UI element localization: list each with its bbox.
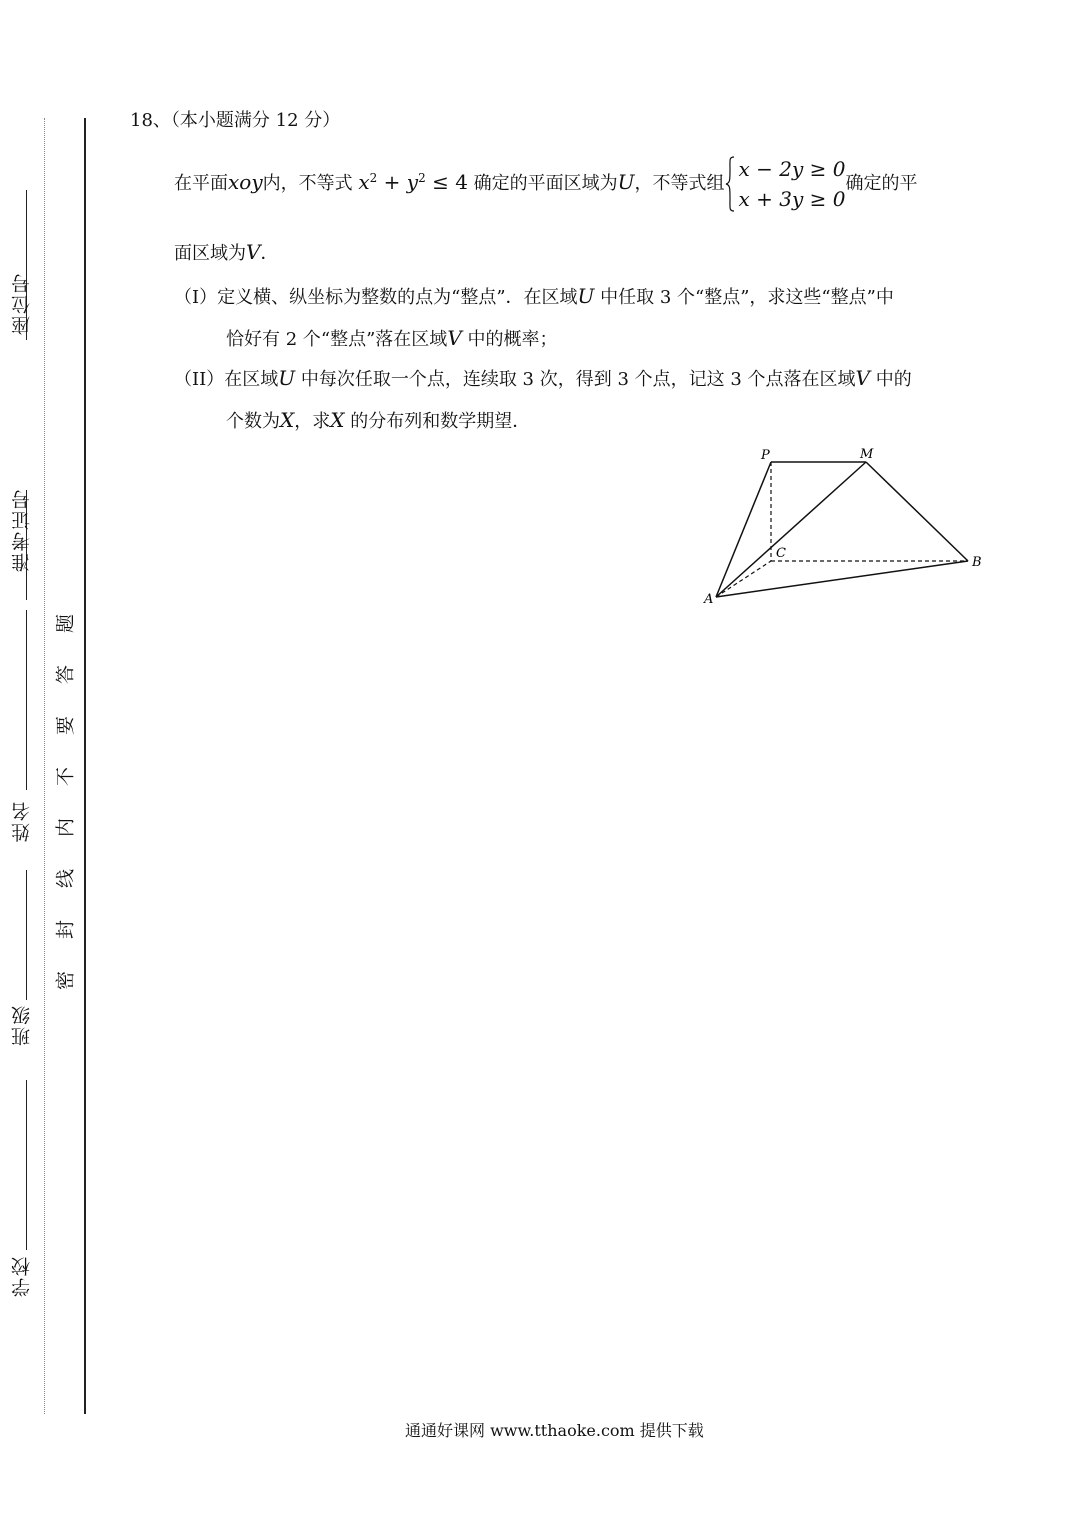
math-U: U [278, 366, 296, 390]
math-exponent: 2 [369, 171, 378, 185]
edge-AB [716, 561, 968, 597]
label-C: C [776, 546, 786, 561]
inequality-system [725, 154, 846, 214]
part-text: 中任取 3 个“整点”，求这些“整点”中 [600, 287, 894, 308]
footer-text: 通通好课网 www.tthaoke.com 提供下载 [405, 1421, 704, 1440]
intro-text: 面区域为 [174, 243, 246, 264]
name-blank [26, 610, 27, 790]
warning-char: 答 [54, 665, 77, 685]
math-exponent: 2 [418, 171, 426, 185]
math-x: x [358, 170, 370, 194]
math-plus: + [377, 170, 407, 194]
part-text: 中的概率； [467, 329, 558, 350]
system-row-1: x − 2y ≥ 0 [738, 157, 846, 181]
school-blank [26, 1080, 27, 1250]
seal-warning [54, 598, 78, 1006]
part-text: ，求 [294, 411, 331, 432]
question-intro [174, 154, 1014, 214]
math-V: V [447, 326, 462, 350]
seat-number-label: 座位号 [11, 272, 33, 335]
warning-char: 内 [54, 818, 77, 838]
part-2-line-1 [174, 364, 912, 394]
intro-text: 在平面 [174, 173, 228, 194]
brace-icon [725, 156, 735, 212]
label-M: M [860, 447, 874, 462]
edge-AM [716, 462, 866, 597]
math-X: X [330, 408, 345, 432]
math-rhs: ≤ 4 [425, 170, 468, 194]
name-label: 姓名 [11, 800, 33, 842]
question-intro-cont [174, 238, 278, 268]
part-text: 定义横、纵坐标为整数的点为“整点”．在区域 [217, 287, 578, 308]
intro-text: 内，不等式 [262, 173, 353, 194]
part-text: 在区域 [224, 369, 279, 390]
intro-text: 确定的平 [845, 173, 918, 194]
intro-text: ． [260, 243, 279, 264]
part-2-label: （II） [174, 369, 225, 390]
label-A: A [704, 592, 714, 607]
math-U: U [577, 284, 595, 308]
math-xoy: xoy [228, 170, 263, 194]
part-1-line-2 [226, 324, 558, 354]
label-B: B [972, 555, 982, 570]
warning-char: 封 [54, 920, 77, 940]
intro-text: ，不等式组 [634, 173, 725, 194]
math-V: V [246, 240, 261, 264]
part-text: 恰好有 2 个“整点”落在区域 [226, 329, 448, 350]
system-row-2: x + 3y ≥ 0 [738, 187, 846, 211]
warning-char: 线 [54, 869, 77, 889]
warning-char: 不 [54, 767, 77, 787]
label-P: P [761, 448, 770, 463]
part-text: 的分布列和数学期望． [350, 411, 531, 432]
part-text: 中的 [875, 369, 912, 390]
intro-text: 确定的平面区域为 [473, 173, 618, 194]
class-label: 班级 [11, 1004, 33, 1046]
edge-AC [716, 561, 771, 597]
math-V: V [855, 366, 870, 390]
math-U: U [617, 170, 635, 194]
part-2-line-2 [226, 406, 530, 436]
math-X: X [280, 408, 295, 432]
school-label: 学校 [11, 1255, 33, 1297]
math-y: y [406, 170, 419, 194]
part-text: 中每次任取一个点，连续取 3 次，得到 3 个点，记这 3 个点落在区域 [300, 369, 856, 390]
part-text: 个数为 [226, 411, 280, 432]
question-header: 18、（本小题满分 12 分） [130, 110, 341, 131]
exam-number-label: 准考证号 [11, 488, 33, 572]
pyramid-figure [690, 440, 1000, 615]
warning-char: 密 [54, 971, 77, 991]
edge-MB [866, 462, 968, 561]
part-1-label: （Ⅰ） [174, 287, 218, 308]
part-1-line-1 [174, 282, 894, 312]
class-blank [26, 870, 27, 1000]
edge-AP [716, 462, 771, 597]
warning-char: 要 [54, 716, 77, 736]
warning-char: 题 [54, 614, 77, 634]
